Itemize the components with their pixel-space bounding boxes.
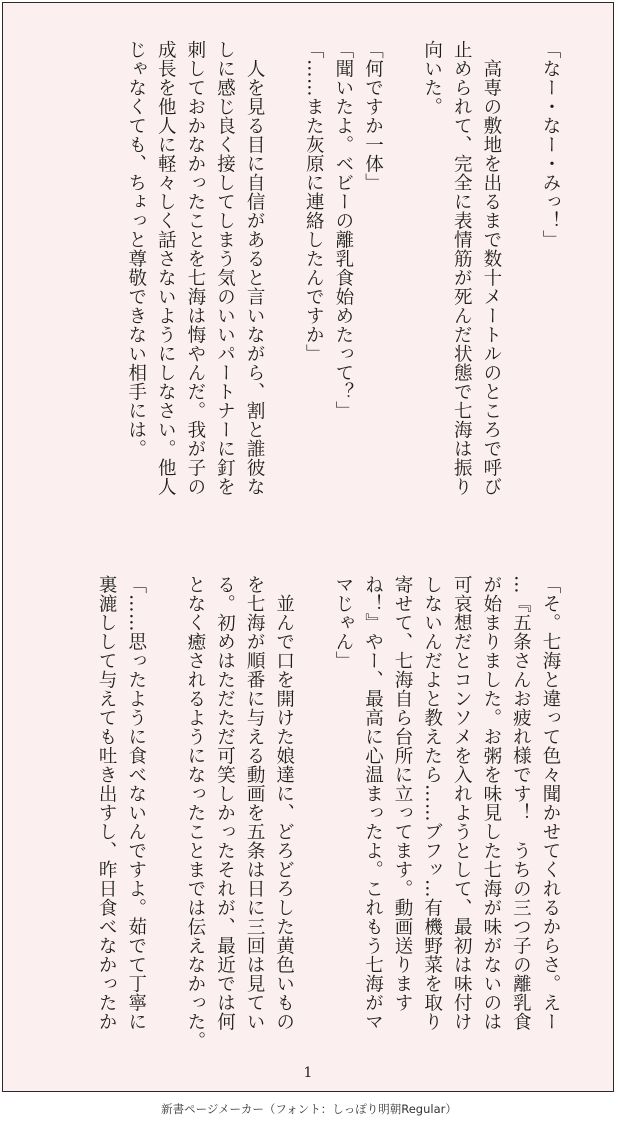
text-line: 「そ。七海と違って色々聞かせてくれるからさ。えー: [540, 575, 561, 1031]
blank-line: [151, 575, 181, 1045]
text-line: 可哀想だとコンソメを入れようとして、最初は味付け: [451, 575, 473, 1031]
text-line: 高専の敷地を出るまで数十メートルのところで呼び: [480, 40, 502, 496]
text-line: 「なー・なー・みっ！」: [540, 40, 561, 249]
text-line: 並んで口を開けた娘達に、どろどろした黄色いもの: [273, 575, 295, 1031]
text-line: 「何ですか一体」: [362, 40, 384, 192]
text-line: ね！』やー、最高に心温まったよ。これもう七海がマ: [362, 575, 384, 1031]
blank-line: [269, 40, 299, 510]
text-block-top: [121, 40, 565, 510]
text-line: 「……思ったように食べないんですよ。茹でて丁寧に: [125, 575, 147, 1031]
text-line: 裏漉しして与えても吐き出すし、昨日食べなかったか: [96, 575, 118, 1031]
blank-line: [387, 40, 417, 510]
text-line: …『五条さんお疲れ様です！ うちの三つ子の離乳食: [510, 575, 532, 1031]
text-line: 「聞いたよ。ベビーの離乳食始めたって？」: [332, 40, 354, 420]
text-line: しないんだよと教えたら……ブフッ…有機野菜を取り: [421, 575, 443, 1031]
text-line: しに感じ良く接してしまう気のいいパートナーに釘を: [214, 40, 236, 496]
manuscript-page: [2, 2, 614, 1092]
text-line: となく癒されるようになったことまでは伝えなかった。: [184, 575, 206, 1050]
text-line: じゃなくても、ちょっと尊敬できない相手には。: [125, 40, 147, 458]
text-line: 刺しておかなかったことを七海は悔やんだ。我が子の: [184, 40, 206, 496]
text-line: マじゃん」: [332, 575, 354, 670]
page-number: 1: [303, 1065, 313, 1081]
text-line: 人を見る目に自信があると言いながら、割と誰彼な: [244, 40, 266, 496]
text-line: 止められて、完全に表情筋が死んだ状態で七海は振り: [451, 40, 473, 496]
text-line: 向いた。: [421, 40, 443, 116]
text-line: 成長を他人に軽々しく話さないようにしなさい。他人: [155, 40, 177, 496]
text-line: 「……また灰原に連絡したんですか」: [303, 40, 325, 363]
blank-line: [506, 40, 536, 510]
text-line: を七海が順番に与える動画を五条は日に三回は見てい: [244, 575, 266, 1031]
blank-line: [299, 575, 329, 1045]
text-line: が始まりました。お粥を味見した七海が味がないのは: [480, 575, 502, 1031]
text-block-bottom: [92, 575, 566, 1050]
text-line: 寄せて、七海自ら台所に立ってます。動画送ります: [392, 575, 414, 1012]
text-line: る。初めはただただ可笑しかったそれが、最近では何: [214, 575, 236, 1031]
footer-credit: 新書ページメーカー（フォント：しっぽり明朝Regular）: [161, 1102, 457, 1116]
